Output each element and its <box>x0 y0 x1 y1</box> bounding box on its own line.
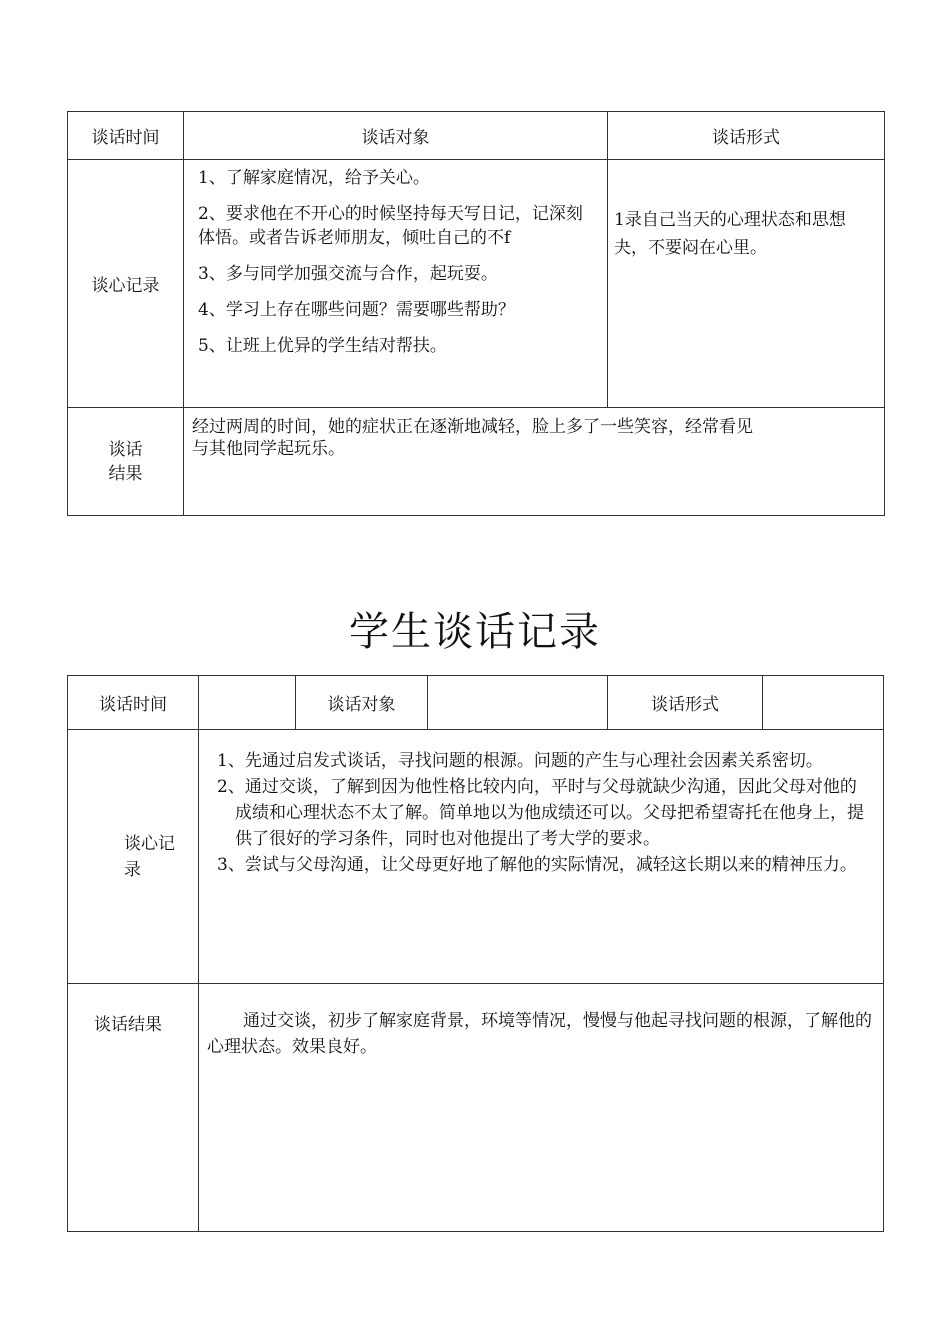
record-item: 2、要求他在不开心的时候坚持每天写日记，记深刻体悟。或者告诉老师朋友，倾吐自己的不f <box>198 204 583 248</box>
result-text: 经过两周的时间，她的症状正在逐渐地减轻，脸上多了一些笑容，经常看见 与其他同学起玩乐。 <box>184 408 885 516</box>
header-target-value <box>428 676 608 730</box>
header-time-value <box>199 676 296 730</box>
record-content <box>199 730 884 984</box>
header-form-value <box>763 676 884 730</box>
result-label: 谈话 结果 <box>68 408 184 516</box>
talk-record-table-2 <box>67 675 884 1232</box>
record-item: 5、让班上优异的学生结对帮扶。 <box>198 336 447 356</box>
record-item: 3、尝试与父母沟通，让父母更好地了解他的实际情况，减轻这长期以来的精神压力。 <box>217 855 857 875</box>
header-time-label: 谈话时间 <box>68 112 184 160</box>
record-item: 4、学习上存在哪些问题？需要哪些帮助？ <box>198 300 515 320</box>
header-target-label: 谈话对象 <box>184 112 608 160</box>
header-target-label: 谈话对象 <box>296 676 428 730</box>
page-title: 学生谈话记录 <box>349 609 601 655</box>
header-time-label: 谈话时间 <box>68 676 199 730</box>
result-label: 谈话结果 <box>68 984 199 1232</box>
result-text: 通过交谈，初步了解家庭背景，环境等情况，慢慢与他起寻找问题的根源，了解他的心理状态。效果良好。 <box>199 984 884 1232</box>
header-form-label: 谈话形式 <box>608 112 885 160</box>
record-content <box>184 160 608 408</box>
record-side-note: 1录自己当天的心理状态和思想夬，不要闷在心里。 <box>608 160 885 408</box>
talk-record-table-1 <box>67 111 885 516</box>
record-label: 谈心记录 <box>68 160 184 408</box>
record-item: 1、先通过启发式谈话，寻找问题的根源。问题的产生与心理社会因素关系密切。 <box>217 751 823 771</box>
record-item: 3、多与同学加强交流与合作，起玩耍。 <box>198 264 498 284</box>
record-label: 谈心记 录 <box>68 730 199 984</box>
record-item: 1、了解家庭情况，给予关心。 <box>198 168 430 188</box>
record-item: 2、通过交谈，了解到因为他性格比较内向，平时与父母就缺少沟通，因此父母对他的成绩和心理状态不太了解。简单地以为他成绩还可以。父母把希望寄托在他身上，提供了很好的学习条件，同时也对他提出了考大学的要求。 <box>217 777 864 849</box>
header-form-label: 谈话形式 <box>608 676 763 730</box>
